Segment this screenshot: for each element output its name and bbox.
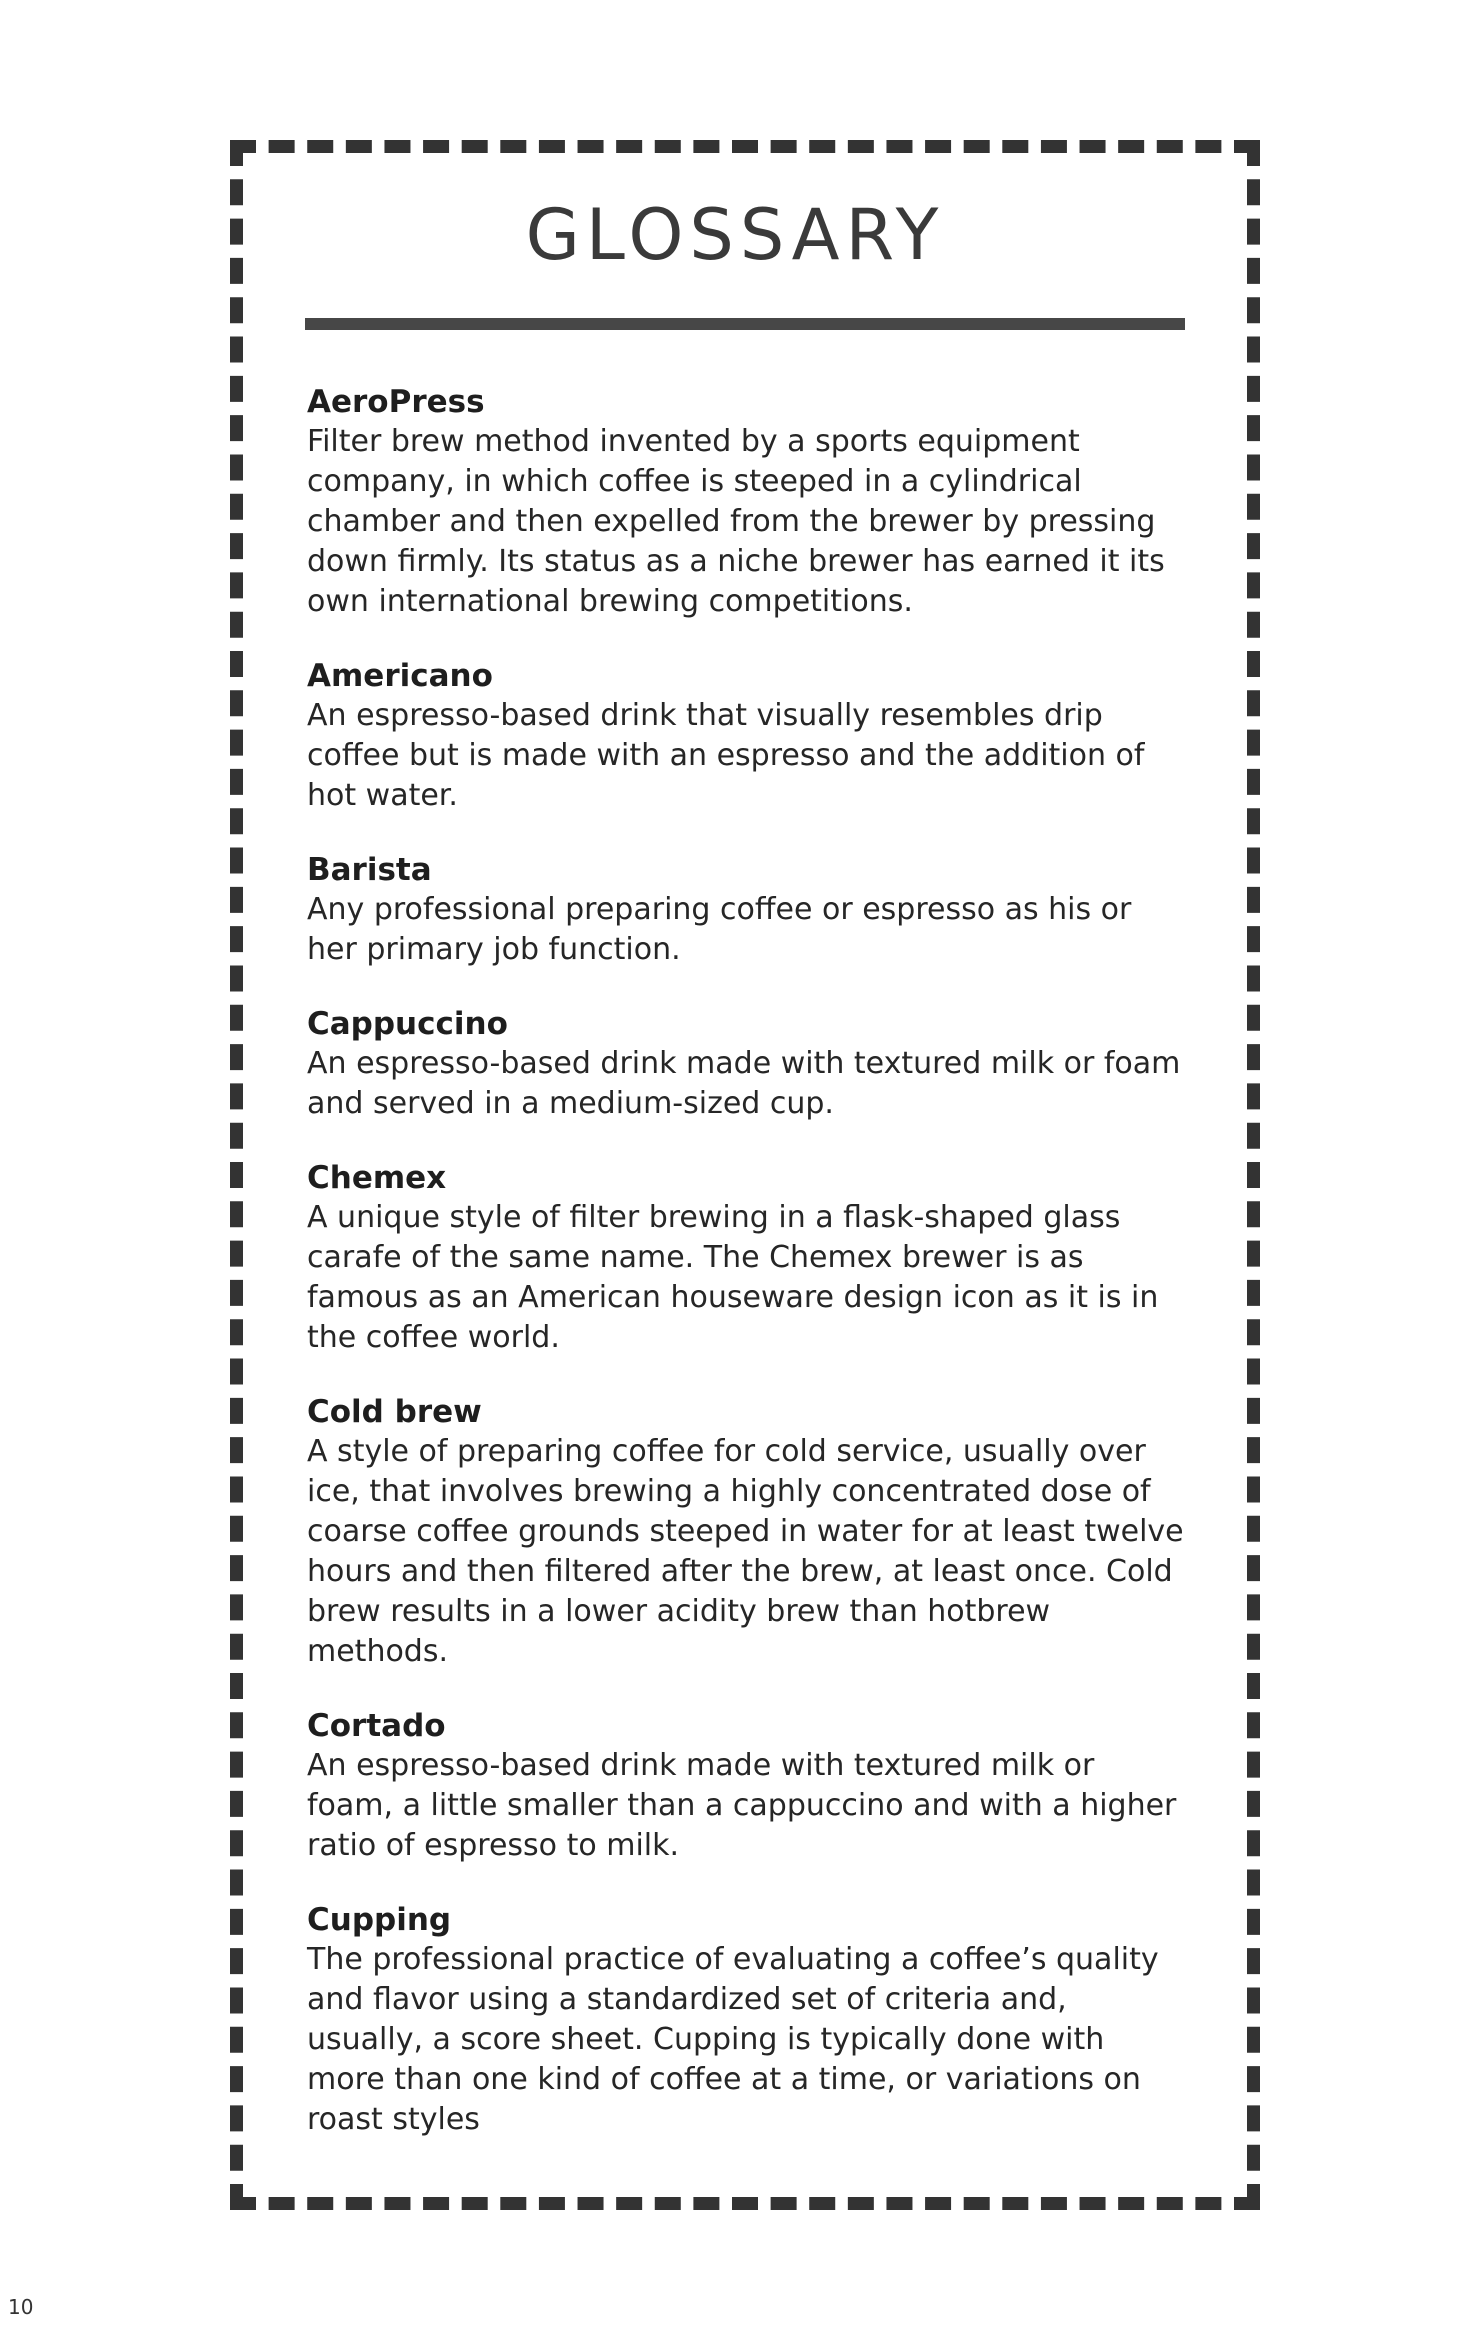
glossary-entry-cappuccino <box>307 1004 1187 1124</box>
entry-definition: A unique style of filter brewing in a flask-shaped glass carafe of the same name. The Chemex brewer is as famous as an American houseware design icon as it is in the coffee world. <box>307 1200 1159 1355</box>
entry-definition: Filter brew method invented by a sports equipment company, in which coffee is steeped in a cylindrical chamber and then expelled from the brewer by pressing down firmly. Its status as a niche brewer has earned it its own international brewing competitions. <box>307 424 1165 619</box>
glossary-entry-cupping <box>307 1900 1187 2140</box>
entry-term: Cortado <box>307 1708 446 1744</box>
entry-definition: The professional practice of evaluating a coffee’s quality and flavor using a standardized set of criteria and, usually, a score sheet. Cupping is typically done with more than one kind of coffee at a time, or variations on roast styles <box>307 1942 1159 2137</box>
glossary-entry-aeropress <box>307 382 1187 622</box>
glossary-entry-barista <box>307 850 1187 970</box>
glossary-entry-cold-brew <box>307 1392 1187 1672</box>
entry-definition: An espresso-based drink made with textured milk or foam, a little smaller than a cappuccino and with a higher ratio of espresso to milk. <box>307 1748 1177 1863</box>
entry-term: Cold brew <box>307 1394 482 1430</box>
entry-term: AeroPress <box>307 384 485 420</box>
glossary-entry-chemex <box>307 1158 1187 1358</box>
entry-definition: A style of preparing coffee for cold service, usually over ice, that involves brewing a highly concentrated dose of coarse coffee grounds steeped in water for at least twelve hours and then filtered after the brew, at least once. Cold brew results in a lower acidity brew than hotbrew methods. <box>307 1434 1184 1669</box>
entry-term: Cupping <box>307 1902 452 1938</box>
entry-term: Barista <box>307 852 432 888</box>
page-title: GLOSSARY <box>525 194 945 276</box>
entry-definition: An espresso-based drink made with textured milk or foam and served in a medium-sized cup. <box>307 1046 1181 1121</box>
title-divider <box>305 318 1185 330</box>
entry-definition: Any professional preparing coffee or espresso as his or her primary job function. <box>307 892 1132 967</box>
entry-definition: An espresso-based drink that visually resembles drip coffee but is made with an espresso and the addition of hot water. <box>307 698 1145 813</box>
entry-term: Cappuccino <box>307 1006 508 1042</box>
page-number: 10 <box>8 2295 34 2319</box>
glossary-entry-americano <box>307 656 1187 816</box>
entry-term: Americano <box>307 658 493 694</box>
glossary-entry-cortado <box>307 1706 1187 1866</box>
entry-term: Chemex <box>307 1160 447 1196</box>
glossary-list <box>307 382 1187 2174</box>
